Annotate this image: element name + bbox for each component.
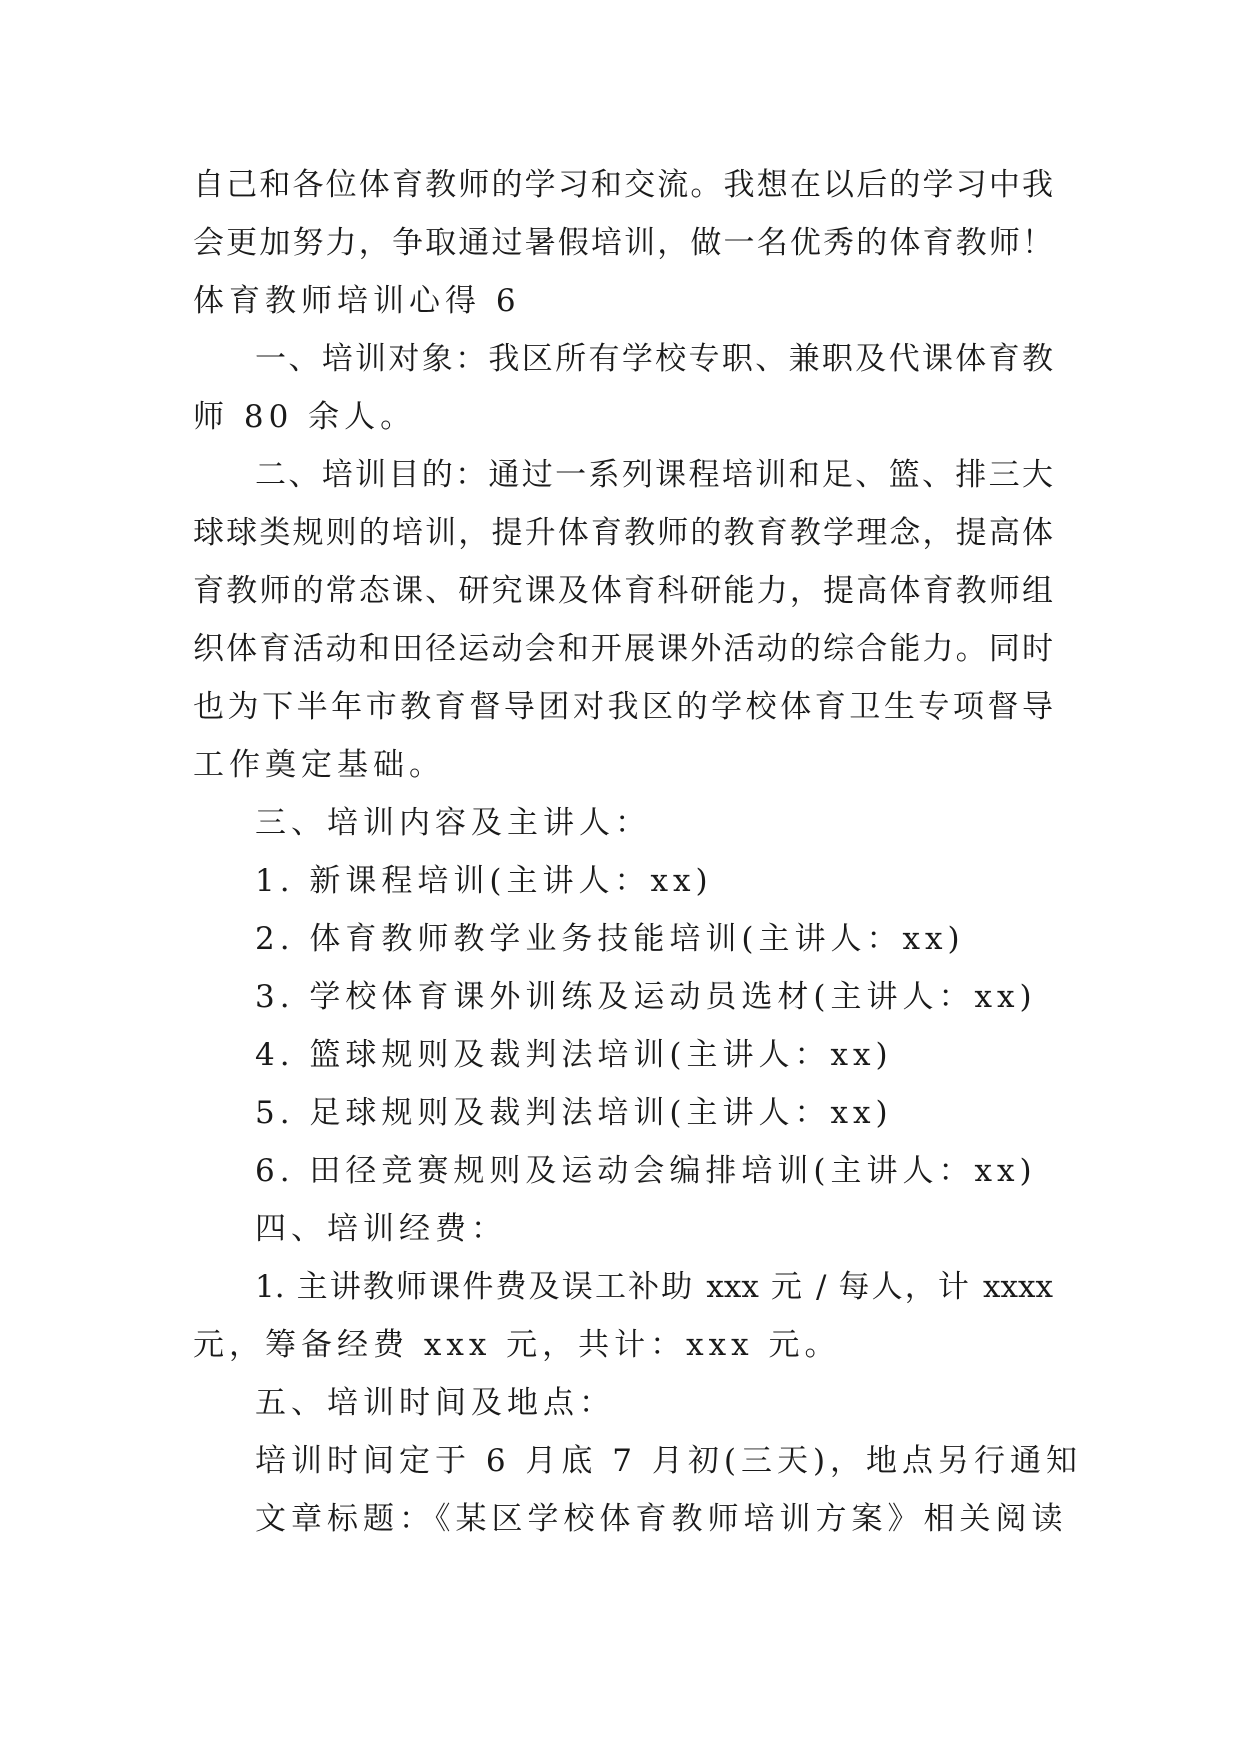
list-item: 6. 田径竞赛规则及运动会编排培训(主讲人：xx) <box>255 1153 1037 1189</box>
paragraph-line: 球球类规则的培训，提升体育教师的教育教学理念，提高体 <box>193 515 1053 551</box>
list-item: 2. 体育教师教学业务技能培训(主讲人：xx) <box>255 921 965 957</box>
paragraph-line: 会更加努力，争取通过暑假培训，做一名优秀的体育教师！ <box>193 225 1053 261</box>
paragraph-line: 也为下半年市教育督导团对我区的学校体育卫生专项督导 <box>193 689 1053 725</box>
paragraph-line: 四、培训经费： <box>255 1211 507 1247</box>
paragraph-line: 元，筹备经费 xxx 元，共计：xxx 元。 <box>193 1327 841 1363</box>
paragraph-line: 自己和各位体育教师的学习和交流。我想在以后的学习中我 <box>193 167 1053 203</box>
paragraph-line: 工作奠定基础。 <box>193 747 445 783</box>
list-item: 4. 篮球规则及裁判法培训(主讲人：xx) <box>255 1037 893 1073</box>
paragraph-line: 培训时间定于 6 月底 7 月初(三天)，地点另行通知 <box>255 1443 1083 1479</box>
list-item: 1. 新课程培训(主讲人：xx) <box>255 863 713 899</box>
list-item: 3. 学校体育课外训练及运动员选材(主讲人：xx) <box>255 979 1037 1015</box>
paragraph-line: 三、培训内容及主讲人： <box>255 805 651 841</box>
paragraph-line: 二、培训目的：通过一系列课程培训和足、篮、排三大 <box>255 457 1053 493</box>
list-item: 5. 足球规则及裁判法培训(主讲人：xx) <box>255 1095 893 1131</box>
section-heading: 体育教师培训心得 6 <box>193 283 521 319</box>
related-reading-title: 文章标题：《某区学校体育教师培训方案》相关阅读 <box>255 1501 1068 1537</box>
document-body <box>193 156 1083 1548</box>
paragraph-line: 师 80 余人。 <box>193 399 417 435</box>
paragraph-line: 五、培训时间及地点： <box>255 1385 615 1421</box>
list-item: 1. 主讲教师课件费及误工补助 xxx 元 / 每人，计 xxxx <box>255 1269 1053 1305</box>
paragraph-line: 一、培训对象：我区所有学校专职、兼职及代课体育教 <box>255 341 1053 377</box>
paragraph-line: 织体育活动和田径运动会和开展课外活动的综合能力。同时 <box>193 631 1053 667</box>
paragraph-line: 育教师的常态课、研究课及体育科研能力，提高体育教师组 <box>193 573 1053 609</box>
